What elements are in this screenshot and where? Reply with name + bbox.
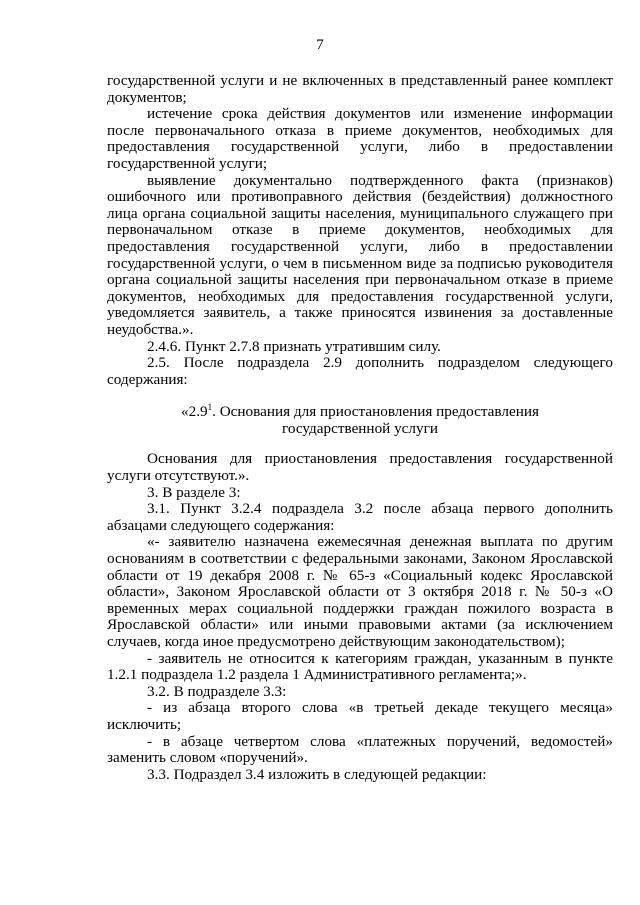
heading-text: . Основания для приостановления предоставления государственной услуги (212, 403, 539, 437)
page-number: 7 (316, 37, 324, 53)
paragraph: 3.2. В подразделе 3.3: (147, 682, 287, 700)
paragraph: 3.3. Подраздел 3.4 изложить в следующей редакции: (147, 765, 487, 783)
document-body (107, 73, 613, 783)
paragraph: - из абзаца второго слова «в третьей декаде текущего месяца» исключить; (107, 699, 613, 733)
heading-superscript: 1 (207, 402, 213, 413)
paragraph: - в абзаце четвертом слова «платежных поручений, ведомостей» заменить словом «поручений». (107, 732, 613, 767)
paragraph: Основания для приостановления предоставления государственной услуги отсутствуют.». (107, 450, 613, 485)
paragraph: выявление документально подтвержденного факта (признаков) ошибочного или противоправного действия (бездействия) должностного лица органа социальной защиты населения, муниципального служащего при первоначальном отказе в приеме документов, необходимых для предоставления государственной услуги, либо в предоставлении государственной услуги, о чем в письменном виде за подписью руководителя органа социальной защиты населения при первоначальном отказе в приеме документов, необходимых для предоставления государственной услуги, уведомляется заявитель, а также приносятся извинения за доставленные неудобства.». (107, 171, 613, 338)
heading-prefix: «2.9 (181, 403, 208, 421)
paragraph: - заявитель не относится к категориям граждан, указанным в пункте 1.2.1 подраздела 1.2 раздела 1 Административного регламента;». (107, 649, 613, 684)
paragraph: 2.4.6. Пункт 2.7.8 признать утратившим силу. (147, 337, 441, 355)
paragraph: 2.5. После подраздела 2.9 дополнить подразделом следующего содержания: (107, 354, 613, 388)
paragraph: «- заявителю назначена ежемесячная денежная выплата по другим основаниям в соответствии с федеральными законами, Законом Ярославской области от 19 декабря 2008 г. № 65-з «Социальный кодекс Ярославской области», Законом Ярославской области от 3 октября 2018 г. № 50-з «О временных мерах социальной поддержки граждан пожилого возраста в Ярославской области» или иными правовыми актами (за исключением случаев, когда иное предусмотрено действующим законодательством); (107, 533, 613, 650)
paragraph: истечение срока действия документов или изменение информации после первоначального отказа в приеме документов, необходимых для предоставления государственной услуги, либо в предоставлении государственной услуги; (107, 105, 613, 172)
paragraph: государственной услуги и не включенных в представленный ранее комплект документов; (107, 72, 613, 106)
paragraph: 3.1. Пункт 3.2.4 подраздела 3.2 после абзаца первого дополнить абзацами следующего содержания: (107, 500, 613, 534)
section-heading (107, 404, 613, 437)
paragraph: 3. В разделе 3: (147, 483, 241, 501)
